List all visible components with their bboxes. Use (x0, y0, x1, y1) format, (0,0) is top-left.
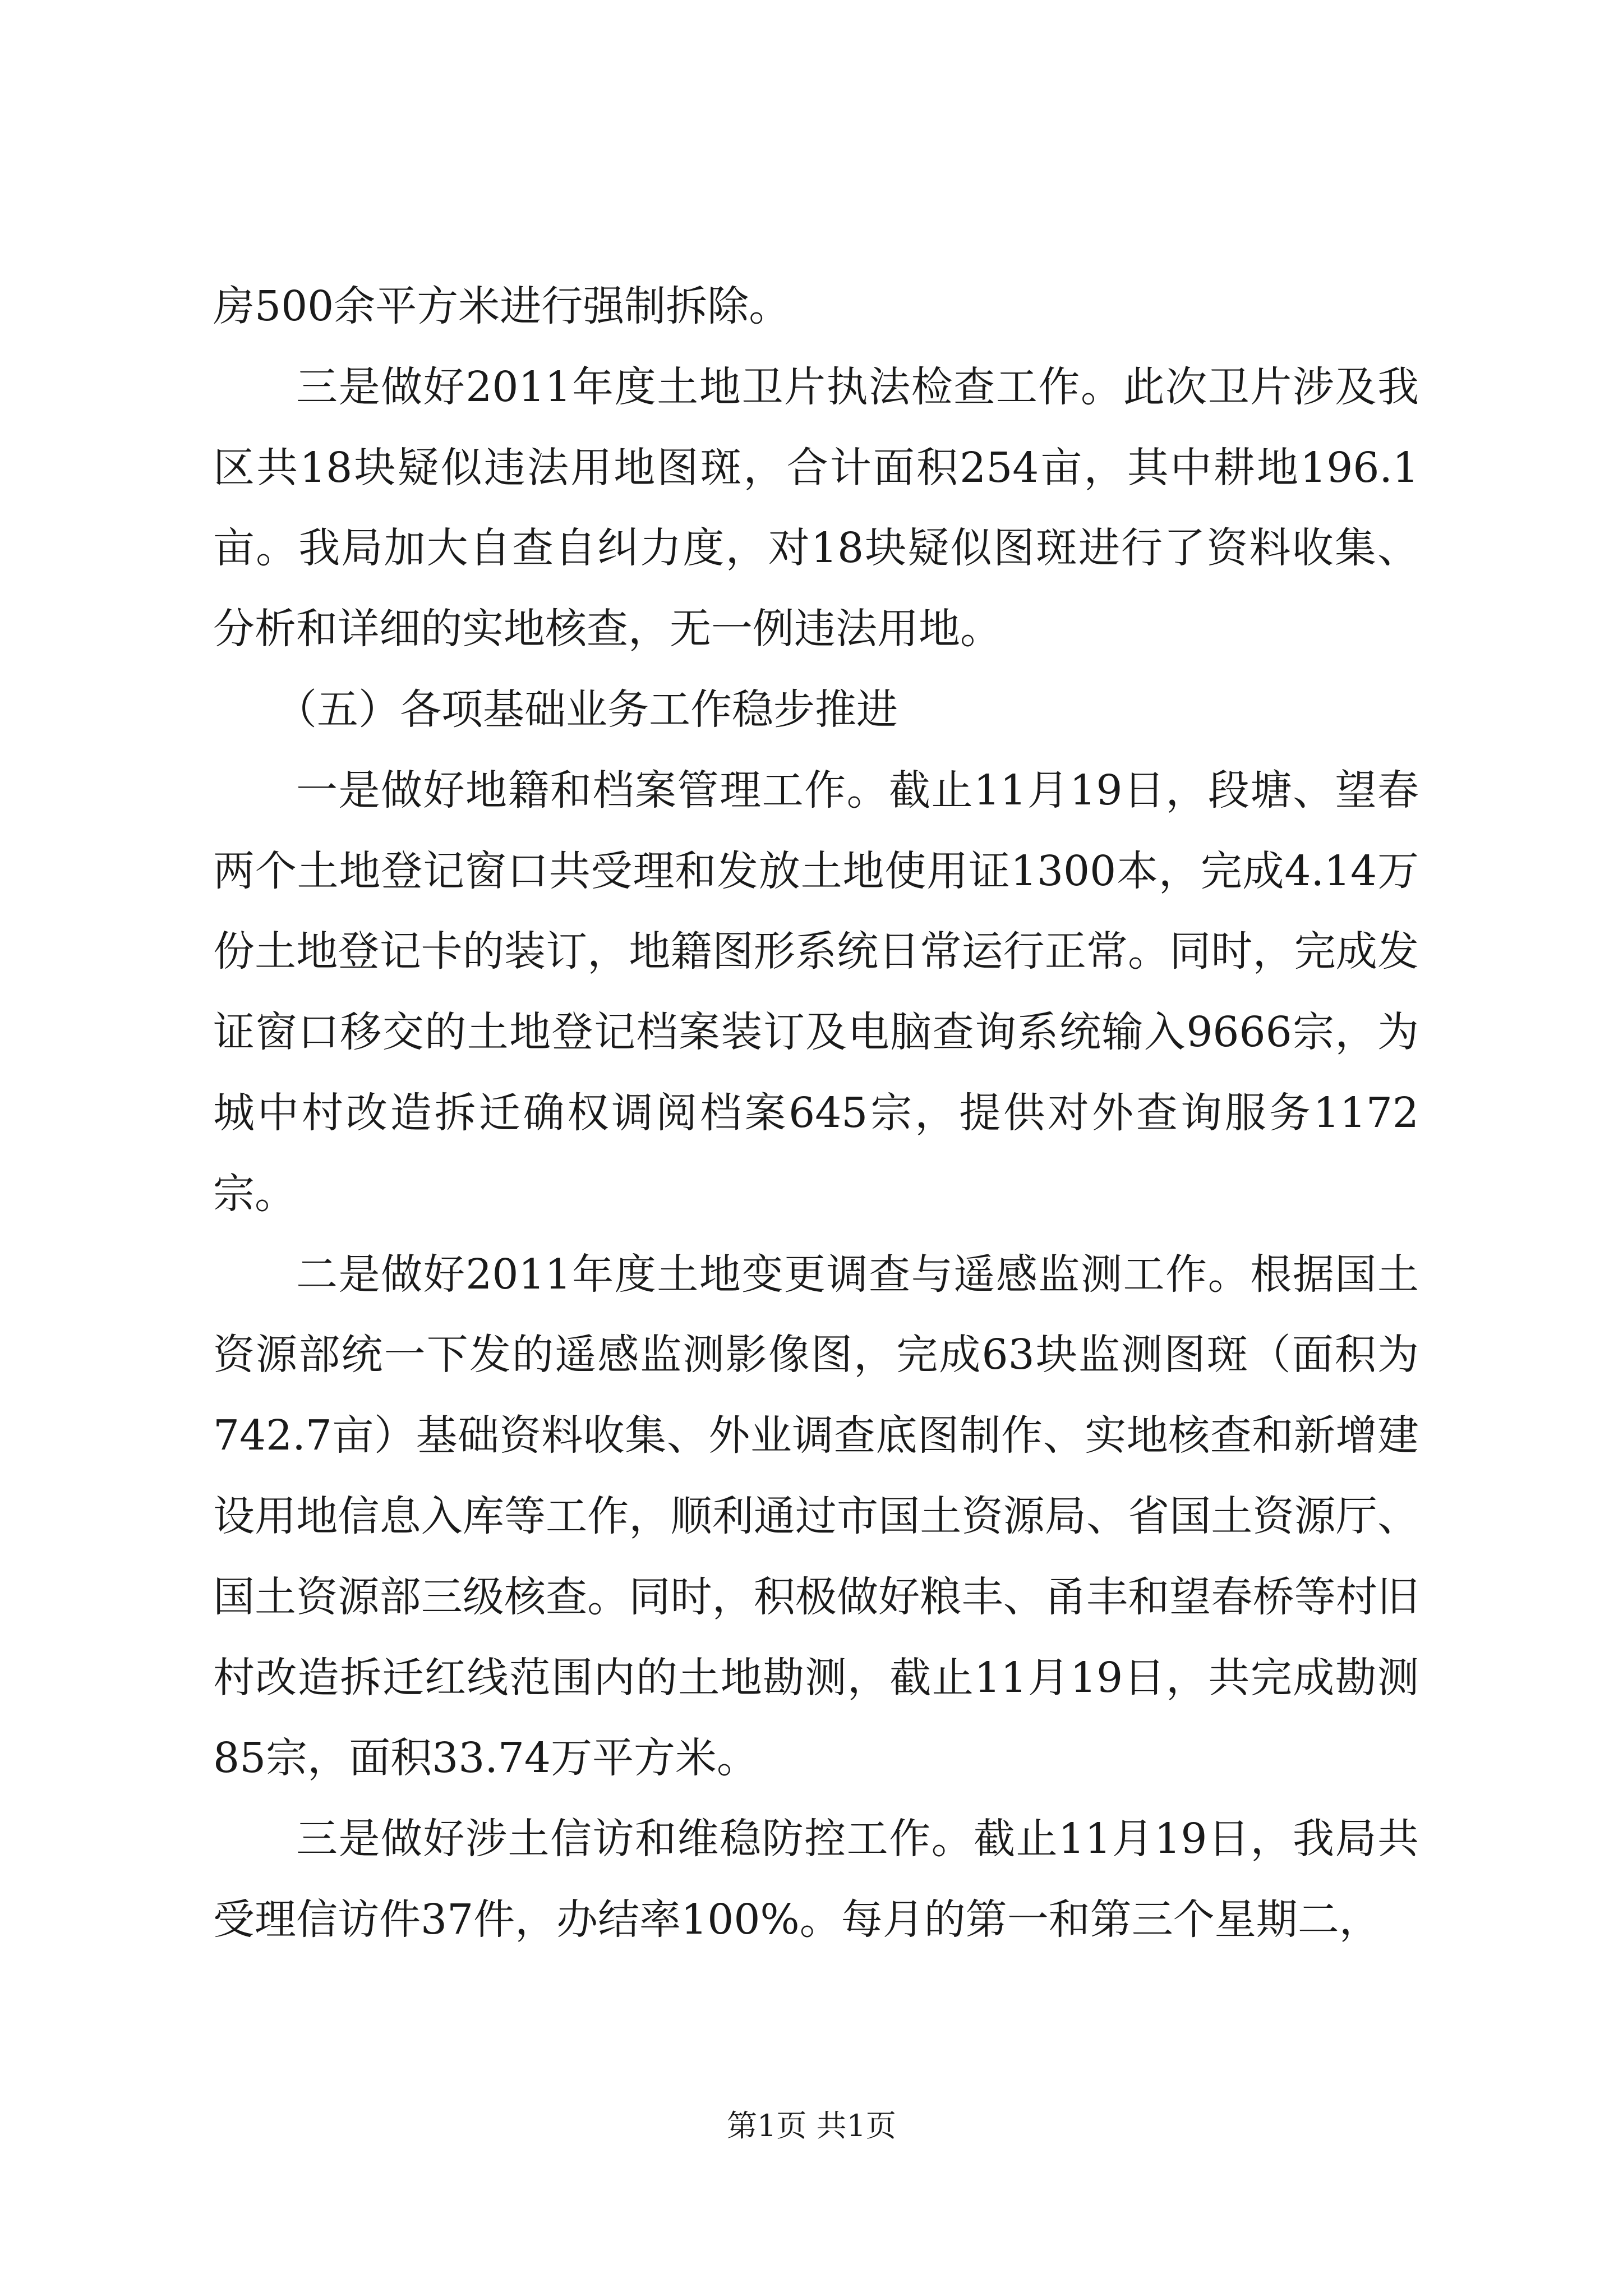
paragraph-cadastral-archives: 一是做好地籍和档案管理工作。截止11月19日，段塘、望春两个土地登记窗口共受理和发放土地使用证1300本，完成4.14万份土地登记卡的装订，地籍图形系统日常运行正常。同时，完成发证窗口移交的土地登记档案装订及电脑查询系统输入9666宗，为城中村改造拆迁确权调阅档案645宗，提供对外查询服务1172宗。 (213, 766, 1419, 1218)
page-number-label: 第1页 共1页 (727, 2108, 896, 2143)
paragraph-land-survey: 二是做好2011年度土地变更调查与遥感监测工作。根据国土资源部统一下发的遥感监测影像图，完成63块监测图斑（面积为742.7亩）基础资料收集、外业调查底图制作、实地核查和新增建设用地信息入库等工作，顺利通过市国土资源局、省国土资源厅、国土资源部三级核查。同时，积极做好粮丰、甬丰和望春桥等村旧村改造拆迁红线范围内的土地勘测，截止11月19日，共完成勘测85宗，面积33.74万平方米。 (213, 1250, 1419, 1783)
paragraph-continuation: 房500余平方米进行强制拆除。 (213, 282, 791, 330)
paragraph-satellite-enforcement: 三是做好2011年度土地卫片执法检查工作。此次卫片涉及我区共18块疑似违法用地图斑，合计面积254亩，其中耕地196.1亩。我局加大自查自纠力度，对18块疑似图斑进行了资料收集、分析和详细的实地核查，无一例违法用地。 (213, 362, 1419, 654)
document-body (213, 266, 1419, 1961)
paragraph-petition-stability: 三是做好涉土信访和维稳防控工作。截止11月19日，我局共受理信访件37件，办结率100%。每月的第一和第三个星期二， (213, 1815, 1419, 1944)
section-heading: （五）各项基础业务工作稳步推进 (275, 685, 898, 734)
page-footer (0, 2106, 1623, 2146)
